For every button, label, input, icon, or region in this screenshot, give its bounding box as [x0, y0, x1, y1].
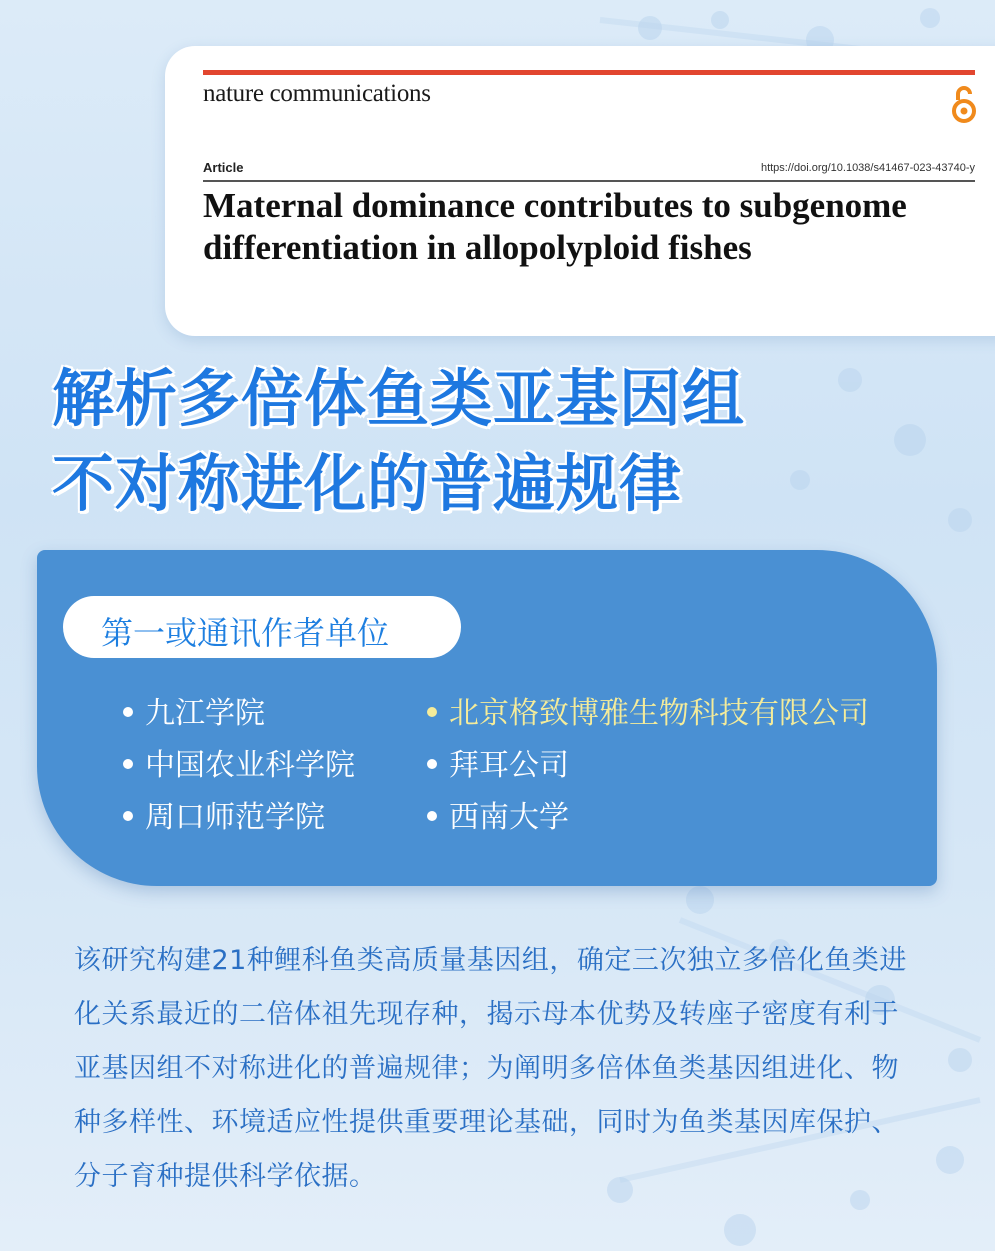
paper-header-card	[165, 46, 995, 336]
journal-name: nature communications	[203, 80, 431, 107]
open-access-lock-icon	[951, 84, 977, 124]
bullet-icon	[427, 759, 437, 769]
doi-link[interactable]: https://doi.org/10.1038/s41467-023-43740-y	[760, 162, 975, 174]
bullet-icon	[427, 811, 437, 821]
affiliation-item-highlighted: 北京格致博雅生物科技有限公司	[427, 688, 869, 732]
headline-line-2: 不对称进化的普遍规律	[52, 447, 683, 520]
bullet-icon	[427, 707, 437, 717]
header-divider	[203, 180, 975, 182]
affiliation-item: 中国农业科学院	[123, 740, 355, 784]
bullet-icon	[123, 707, 133, 717]
headline-line-1: 解析多倍体鱼类亚基因组	[52, 362, 746, 435]
article-type-label: Article	[203, 160, 244, 175]
bullet-icon	[123, 759, 133, 769]
paper-title: Maternal dominance contributes to subgenome differentiation in allopolyploid fishes	[203, 186, 907, 267]
bullet-icon	[123, 811, 133, 821]
affiliations-heading-pill	[63, 596, 461, 658]
journal-accent-rule	[203, 70, 975, 75]
affiliation-item: 西南大学	[427, 792, 569, 836]
affiliation-item: 拜耳公司	[427, 740, 569, 784]
affiliations-heading: 第一或通讯作者单位	[101, 614, 390, 652]
affiliations-panel	[37, 550, 937, 886]
affiliation-item: 周口师范学院	[123, 792, 325, 836]
summary-paragraph: 该研究构建21种鲤科鱼类高质量基因组，确定三次独立多倍化鱼类进化关系最近的二倍体祖先现存种，揭示母本优势及转座子密度有利于亚基因组不对称进化的普遍规律；为阐明多倍体鱼类基因组进化、物种多样性、环境适应性提供重要理论基础，同时为鱼类基因库保护、分子育种提供科学依据。	[74, 945, 907, 1192]
affiliation-item: 九江学院	[123, 688, 265, 732]
